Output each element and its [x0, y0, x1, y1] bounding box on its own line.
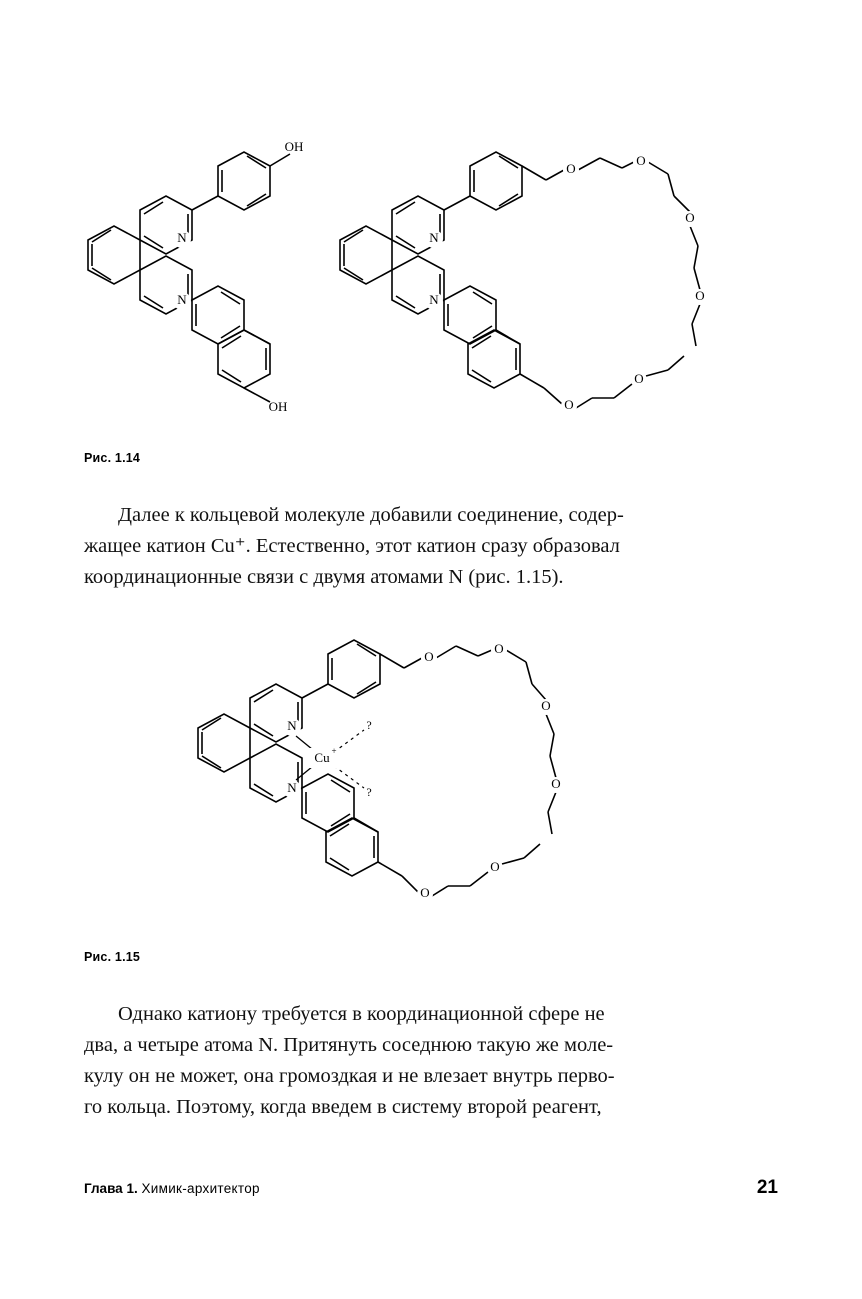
- figure-1-15-structure: [188, 612, 618, 942]
- paragraph-1: [84, 500, 778, 593]
- figure-caption-1-14: Рис. 1.14: [84, 451, 141, 465]
- atom-label-n-upper: N: [287, 717, 297, 733]
- paragraph-1-line-1: Далее к кольцевой молекуле добавили соединение, содер-: [118, 504, 624, 526]
- atom-label-n-lower: N: [177, 291, 187, 307]
- footer-chapter-label: Глава 1.: [84, 1181, 138, 1196]
- chemical-structure-svg: [338, 108, 738, 448]
- atom-label-oh-bottom: OH: [268, 398, 288, 414]
- atom-label-o-5: O: [490, 858, 500, 874]
- paragraph-2-line-3: кулу он не может, она громоздкая и не влезает внутрь перво-: [84, 1065, 615, 1087]
- query-label-2: ?: [366, 784, 372, 799]
- figure-caption-1-15: Рис. 1.15: [84, 950, 141, 964]
- figure-1-14-right-structure: [338, 108, 738, 448]
- page-footer: [84, 1177, 778, 1199]
- paragraph-2-line-2: два, а четыре атома N. Притянуть соседнюю такую же моле-: [84, 1034, 614, 1056]
- chemical-structure-svg: [78, 108, 338, 438]
- atom-label-o-2: O: [494, 640, 504, 656]
- atom-label-n-upper: N: [429, 229, 439, 245]
- paragraph-2-line-4: го кольца. Поэтому, когда введем в систему второй реагент,: [84, 1096, 602, 1118]
- atom-label-o-6: O: [564, 396, 574, 412]
- paragraph-2: [84, 999, 778, 1123]
- page-number: 21: [756, 1177, 778, 1198]
- atom-label-o-3: O: [541, 697, 551, 713]
- footer-title-label: Химик-архитектор: [141, 1181, 260, 1196]
- atom-label-o-6: O: [420, 884, 430, 900]
- atom-label-n-upper: N: [177, 229, 187, 245]
- paragraph-1-line-2: жащее катион Cu⁺. Естественно, этот катион сразу образовал: [84, 535, 620, 557]
- atom-label-o-4: O: [551, 775, 561, 791]
- atom-label-n-lower: N: [429, 291, 439, 307]
- metal-label-cu: Cu: [314, 749, 330, 765]
- atom-label-o-4: O: [695, 287, 705, 303]
- query-label-1: ?: [366, 717, 372, 732]
- atom-label-oh-top: OH: [284, 138, 304, 154]
- atom-label-o-3: O: [685, 209, 695, 225]
- metal-charge-label: +: [331, 746, 337, 757]
- paragraph-2-line-1: Однако катиону требуется в координационной сфере не: [118, 1003, 605, 1025]
- figure-1-14-left-structure: [78, 108, 338, 438]
- atom-label-o-5: O: [634, 370, 644, 386]
- footer-running-title: [84, 1181, 260, 1196]
- atom-label-o-1: O: [566, 160, 576, 176]
- atom-label-o-2: O: [636, 152, 646, 168]
- atom-label-o-1: O: [424, 648, 434, 664]
- atom-label-n-lower: N: [287, 779, 297, 795]
- chemical-structure-svg: [188, 612, 618, 942]
- paragraph-1-line-3: координационные связи с двумя атомами N (рис. 1.15).: [84, 566, 564, 588]
